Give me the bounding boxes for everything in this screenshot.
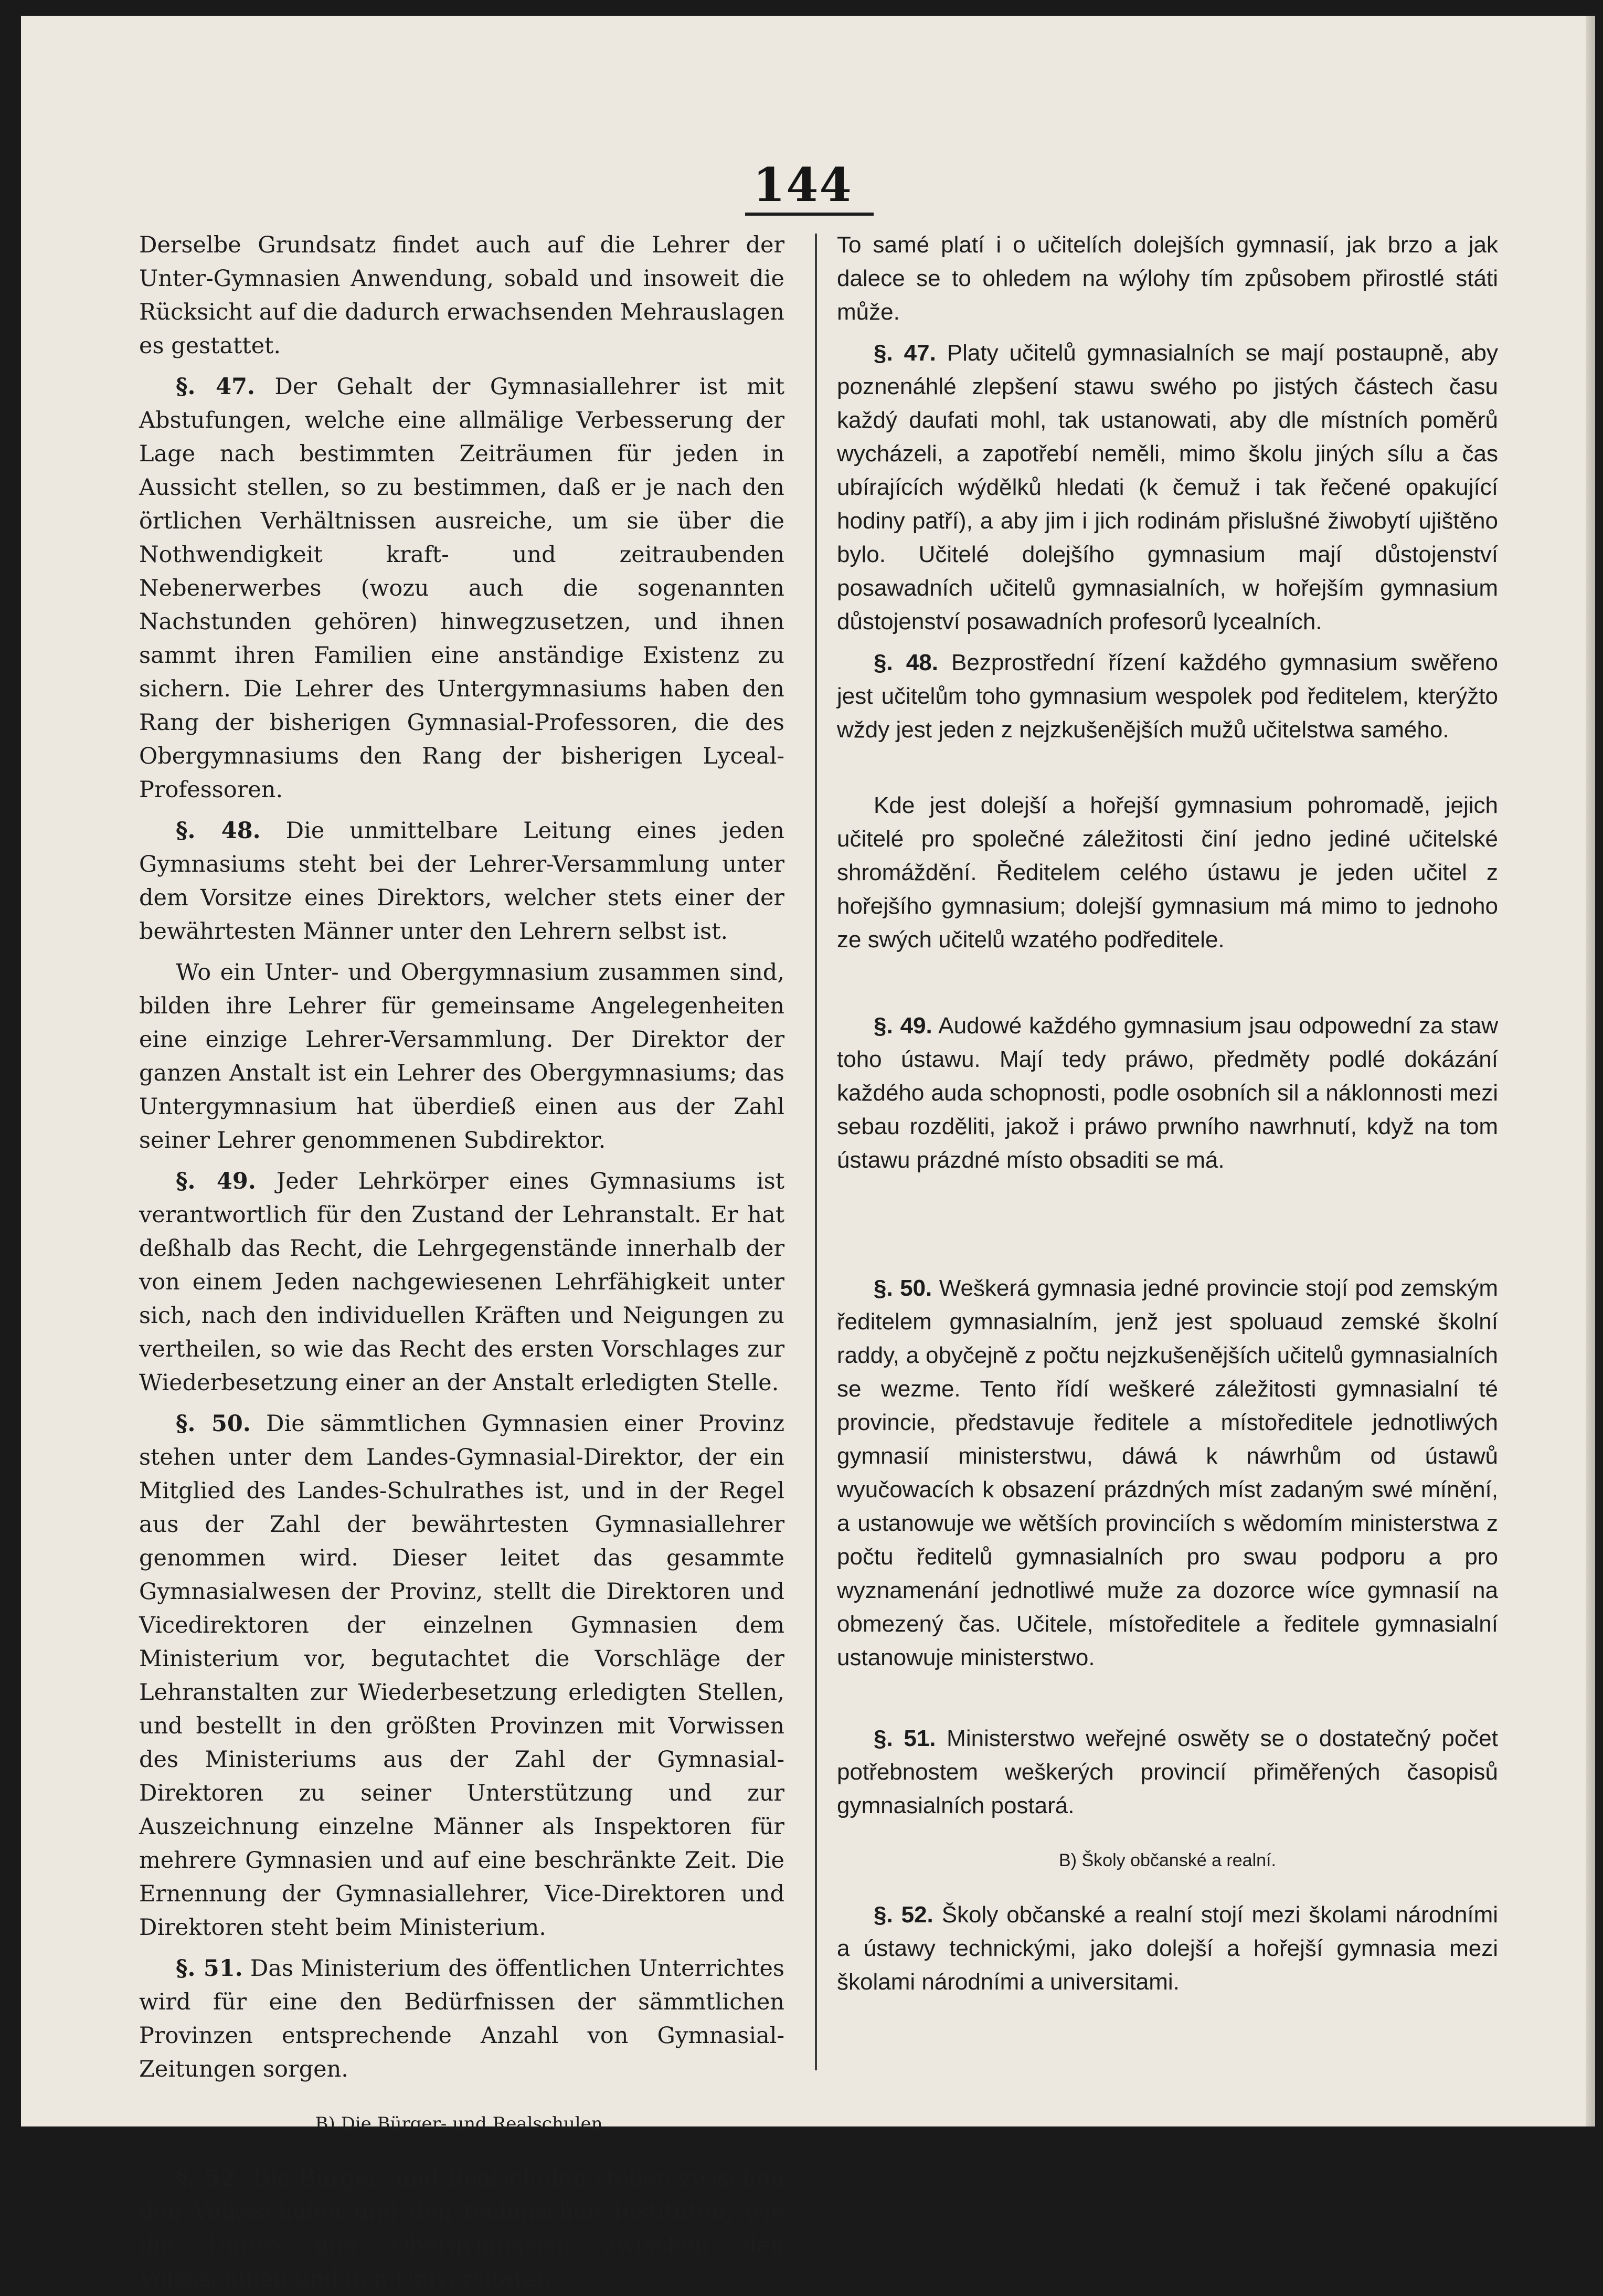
right-section-50-text: Weškerá gymnasia jedné provincie stojí pod zemským ředitelem gymnasialním, jenž jest spoluaud zemské školní raddy, a obyčejně z počtu nejzkušenějších učitelů gymnasialních se wezme. Tento řídí weškeré záležitosti gymnasialní té provincie, představuje ředitele a místoředitele jednotliwých gymnasií ministerstwu, dáwá k náwrhům od ústawů wyučowacích k obsazení prázdných míst zadaným swé mínění, a ustanowuje we wětších provinciích s wědomím ministerstwa z počtu ředitelů gymnasialních pro swau podporu a pro wyznamenání jednotliwé muže za dozorce wíce gymnasií na obmezený čas. Učitele, místoředitele a ředitele gymnasialní ustanowuje ministerstwo.: [837, 1275, 1498, 1670]
right-section-48: [837, 646, 1498, 747]
left-section-47: [139, 370, 784, 807]
right-column-czech: [837, 228, 1498, 1999]
right-section-48-text: Bezprostřední řízení každého gymnasium swěřeno jest učitelům toho gymnasium wespolek pod ředitelem, kterýžto wždy jest jeden z nejzkušenějších mužů učitelstwa samého.: [837, 650, 1498, 743]
right-heading-b: B) Školy občanské a realní.: [1059, 1850, 1276, 1870]
right-section-49: [837, 1009, 1498, 1177]
left-section-51: [139, 1952, 784, 2086]
right-section-47: [837, 336, 1498, 639]
right-paragraph-intro: To samé platí i o učitelích dolejších gymnasií, jak brzo a jak dalece se to ohledem na wýlohy tím způsobem přirostlé státi může.: [837, 232, 1498, 325]
column-divider: [815, 234, 817, 2070]
left-section-50: [139, 1407, 784, 1944]
left-section-48: [139, 814, 784, 948]
left-section-48-number: §. 48.: [176, 818, 261, 844]
left-section-50-number: §. 50.: [176, 1411, 251, 1437]
page-sheet: [21, 16, 1595, 2292]
right-section-50: [837, 1272, 1498, 1675]
right-section-49-number: §. 49.: [874, 1013, 932, 1039]
right-section-52-text: Školy občanské a realní stojí mezi školami národními a ústawy technickými, jako dolejší a hořejší gymnasia mezi školami národními a universitami.: [837, 1902, 1498, 1995]
right-section-52: [837, 1898, 1498, 1999]
left-section-48-continued: Wo ein Unter- und Obergymnasium zusammen sind, bilden ihre Lehrer für gemeinsame Angelegenheiten eine einzige Lehrer-Versammlung. Der Direktor der ganzen Anstalt ist ein Lehrer des Obergymnasiums; das Untergymnasium hat überdieß einen aus der Zahl seiner Lehrer genommenen Subdirektor.: [139, 959, 784, 1154]
left-section-48-text: Die unmittelbare Leitung eines jeden Gymnasiums steht bei der Lehrer-Versammlung unter dem Vorsitze eines Direktors, welcher stets einer der bewährtesten Männer unter den Lehrern selbst ist.: [139, 818, 784, 945]
left-section-52-number: §. 52.: [176, 2165, 244, 2192]
page-number: 144: [753, 157, 853, 212]
right-section-50-number: §. 50.: [874, 1275, 932, 1301]
left-section-51-number: §. 51.: [176, 1955, 243, 1982]
right-section-48-continued: Kde jest dolejší a hořejší gymnasium pohromadě, jejich učitelé pro společné záležitosti činí jedno jediné učitelské shromáždění. Ředitelem celého ústawu je jeden učitel z hořejšího gymnasium; dolejší gymnasium má mimo to jednoho ze swých učitelů wzatého podředitele.: [837, 792, 1498, 953]
left-section-52: [139, 2162, 784, 2296]
left-section-47-text: Der Gehalt der Gymnasiallehrer ist mit Abstufungen, welche eine allmälige Verbesserung der Lage nach bestimmten Zeiträumen für jeden in Aussicht stellen, so zu bestimmen, daß er je nach den örtlichen Verhältnissen ausreiche, um sie über die Nothwendigkeit kraft- und zeitraubenden Nebenerwerbes (wozu auch die sogenannten Nachstunden gehören) hinwegzusetzen, und ihnen sammt ihren Familien eine anständige Existenz zu sichern. Die Lehrer des Untergymnasiums haben den Rang der bisherigen Gymnasial-Professoren, die des Obergymnasiums den Rang der bisherigen Lyceal-Professoren.: [139, 374, 784, 803]
right-section-49-text: Audowé každého gymnasium jsau odpowední za staw toho ústawu. Mají tedy práwo, předměty podlé dokázání každého auda schopnosti, podle osobních sil a náklonnosti mezi sebau rozděliti, jakož i práwo prwního nawrhnutí, když na tom ústawu prázdné místo obsaditi se má.: [837, 1013, 1499, 1173]
right-section-47-text: Platy učitelů gymnasialních se mají postaupně, aby poznenáhlé zlepšení stawu swého po jistých částech času každý daufati mohl, tak ustanowati, aby dle místních poměrů wycházeli, a zapotřebí neměli, mimo školu jiných sílu a čas ubírajících wýdělků hledati (k čemuž i tak řečené opakující hodiny patří), a aby jim i jich rodinám přislušné žiwobytí ujištěno bylo. Učitelé dolejšího gymnasium mají důstojenství posawadních učitelů gymnasialních, w hořejším gymnasium důstojenství posawadních profesorů lycealních.: [837, 340, 1498, 634]
right-section-51-number: §. 51.: [874, 1726, 936, 1751]
right-section-47-number: §. 47.: [874, 340, 936, 366]
left-section-47-number: §. 47.: [176, 374, 255, 400]
left-paragraph-intro: Derselbe Grundsatz findet auch auf die Lehrer der Unter-Gymnasien Anwendung, sobald und insoweit die Rücksicht auf die dadurch erwachsenden Mehrauslagen es gestattet.: [139, 232, 784, 359]
right-section-48-number: §. 48.: [874, 650, 938, 675]
left-section-51-text: Das Ministerium des öffentlichen Unterrichtes wird für eine den Bedürfnissen der sämmtlichen Provinzen entsprechende Anzahl von Gymnasial-Zeitungen sorgen.: [139, 1955, 784, 2082]
left-section-49-number: §. 49.: [176, 1168, 256, 1194]
left-heading-b: B) Die Bürger- und Realschulen.: [315, 2113, 609, 2134]
right-section-51: [837, 1722, 1498, 1823]
page-edge-shadow: [1586, 16, 1595, 2126]
left-section-49: [139, 1165, 784, 1400]
page-number-underline: [745, 213, 874, 216]
left-column-german: [139, 228, 784, 2296]
right-section-52-number: §. 52.: [874, 1902, 933, 1928]
left-section-49-text: Jeder Lehrkörper eines Gymnasiums ist verantwortlich für den Zustand der Lehranstalt. Er hat deßhalb das Recht, die Lehrgegenstände innerhalb der von einem Jeden nachgewiesenen Lehrfähigkeit unter sich, nach den individuellen Kräften und Neigungen zu vertheilen, so wie das Recht des ersten Vorschlages zur Wiederbesetzung einer an der Anstalt erledigten Stelle.: [139, 1168, 784, 1396]
right-section-51-text: Ministerstwo weřejné oswěty se o dostatečný počet potřebnostem weškerých provincií přiměřených časopisů gymnasialních postará.: [837, 1726, 1498, 1818]
left-section-50-text: Die sämmtlichen Gymnasien einer Provinz stehen unter dem Landes-Gymnasial-Direktor, der ein Mitglied des Landes-Schulrathes ist, und in der Regel aus der Zahl der bewährtesten Gymnasiallehrer genommen wird. Dieser leitet das gesammte Gymnasialwesen der Provinz, stellt die Direktoren und Vicedirektoren der einzelnen Gymnasien dem Ministerium vor, begutachtet die Vorschläge der Lehranstalten zur Wiederbesetzung erledigten Stellen, und bestellt in den größten Provinzen mit Vorwissen des Ministeriums aus der Zahl der Gymnasial-Direktoren zu seiner Unterstützung und zur Auszeichnung einzelne Männer als Inspektoren für mehrere Gymnasien und auf eine beschränkte Zeit. Die Ernennung der Gymnasiallehrer, Vice-Direktoren und Direktoren steht beim Ministerium.: [139, 1411, 784, 1941]
left-section-52-text: Die Bürger- und Realschulen stehen zwischen den Volksschulen und den technischen Instituten, wie die Unter- und Obergymnasien zwischen den Volksschulen und den Universitäten.: [139, 2165, 784, 2292]
